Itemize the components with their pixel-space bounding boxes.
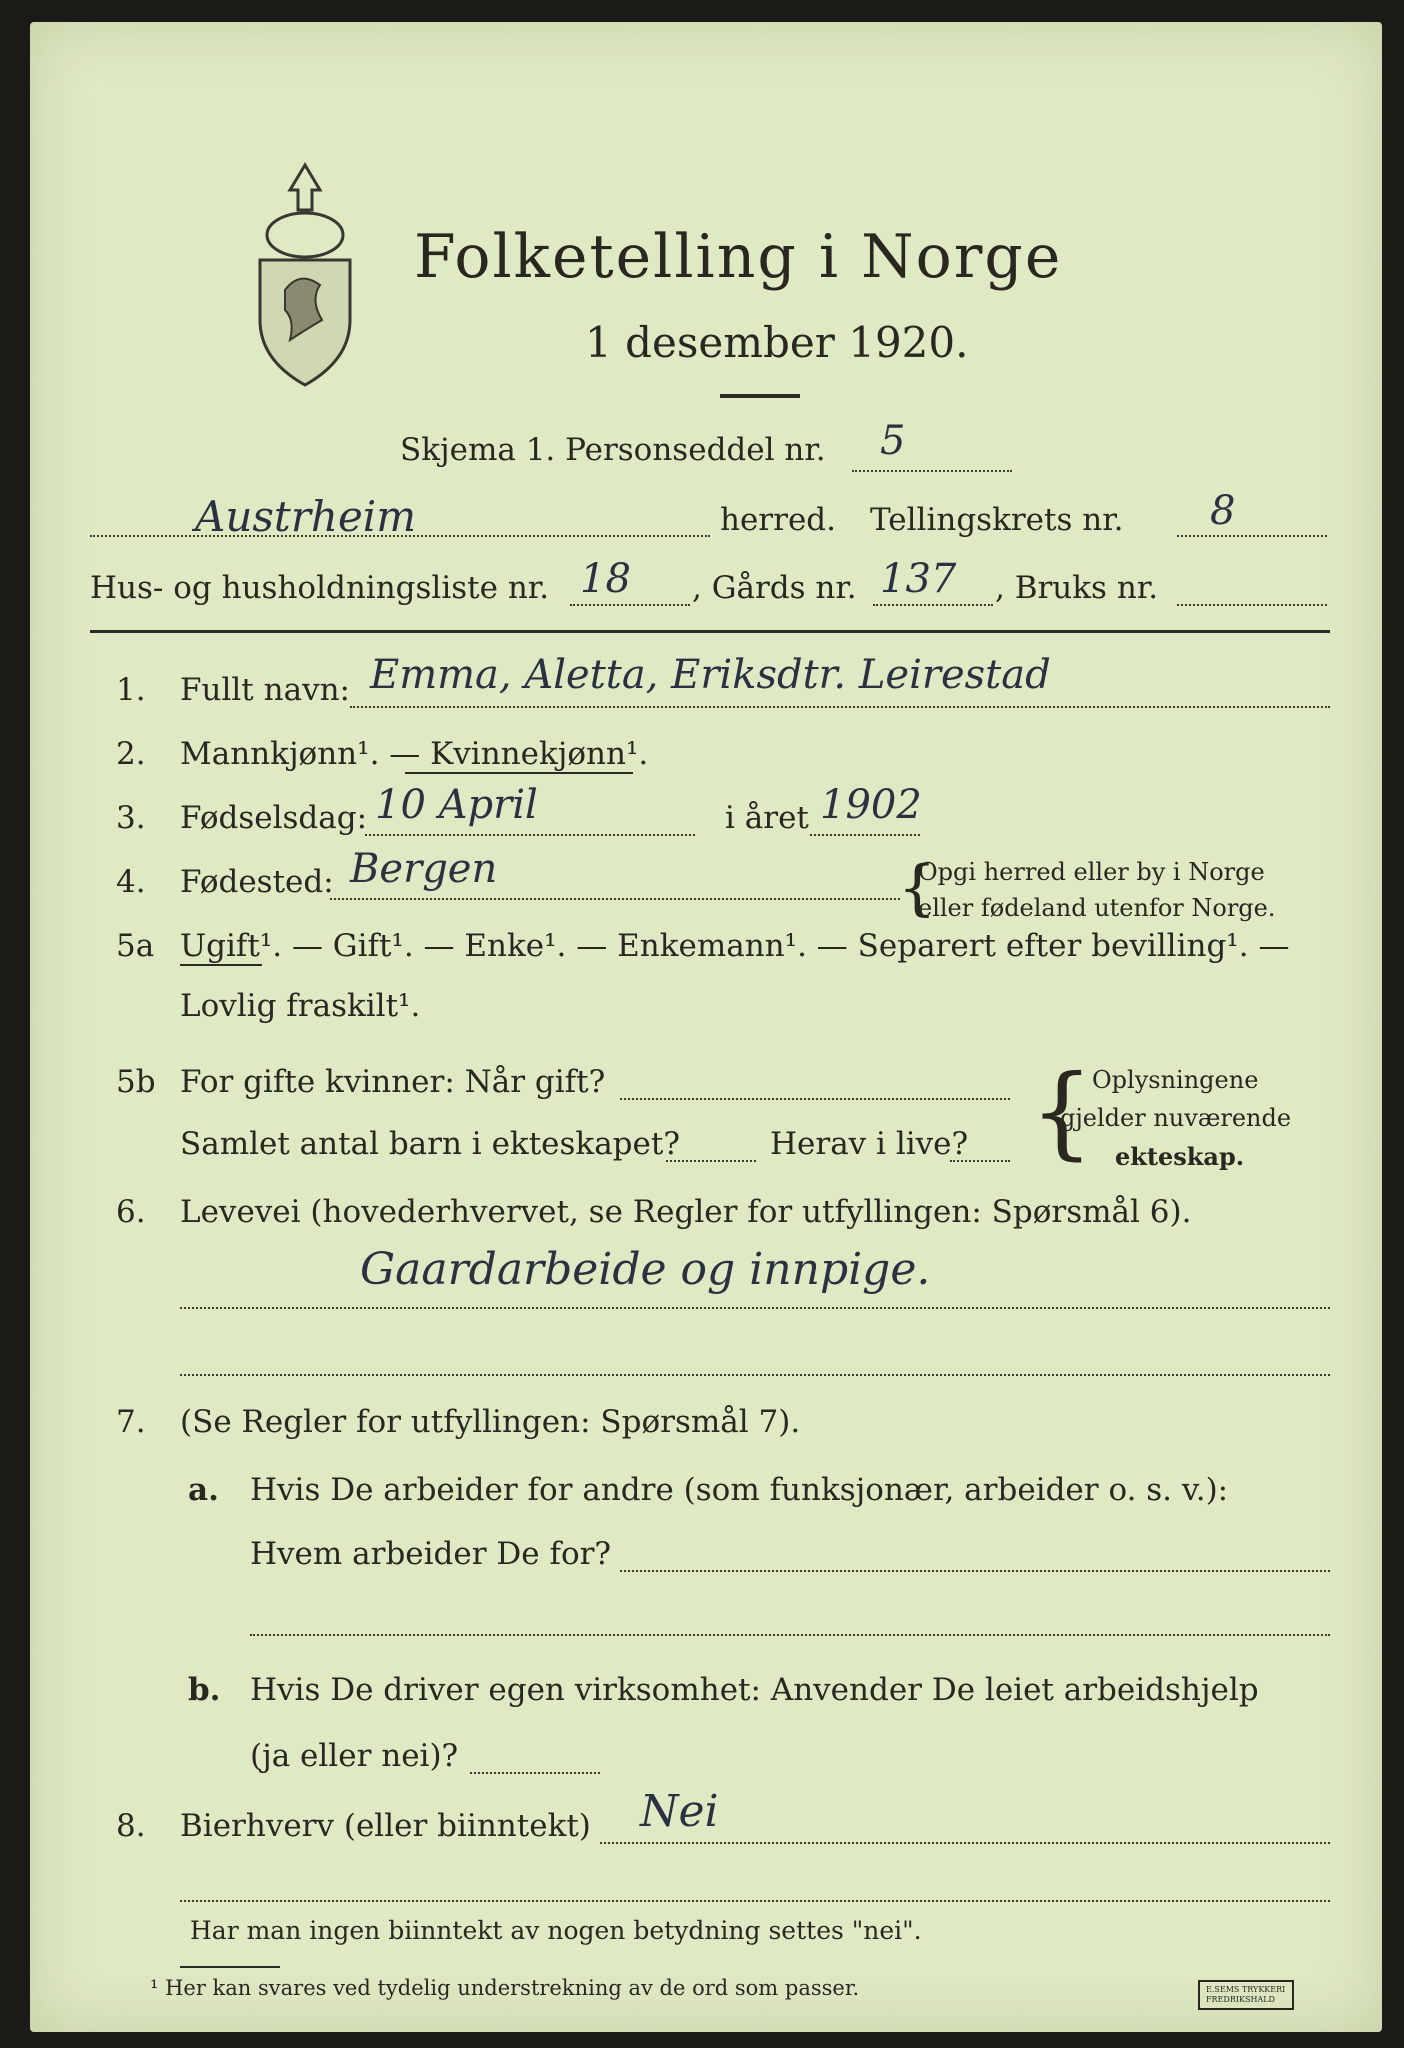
q4-number: 4. [116, 864, 146, 900]
q5b-note2: gjelder nuværende [1060, 1104, 1292, 1132]
q3-year-label: i året [725, 800, 809, 836]
q6-line1 [180, 1307, 1330, 1309]
q5b-number: 5b [116, 1064, 156, 1100]
footer-note: Har man ingen biinntekt av nogen betydning settes "nei". [190, 1916, 922, 1945]
gards-nr-value: 137 [880, 556, 957, 602]
q5b-naar-gift-line [620, 1098, 1010, 1100]
q5a-line2: Lovlig fraskilt¹. [180, 988, 421, 1024]
form-title: Folketelling i Norge [414, 222, 1063, 292]
q2-underline-kvinnekjonn [405, 772, 633, 774]
q4-note-line2: eller fødeland utenfor Norge. [918, 894, 1276, 922]
herred-label: herred. [720, 502, 836, 538]
footnote-rule [180, 1966, 280, 1968]
q7a-line1: Hvis De arbeider for andre (som funksjonær, arbeider o. s. v.): [250, 1472, 1229, 1508]
q3-year-line [810, 834, 920, 836]
q1-number: 1. [116, 672, 146, 708]
bruks-line [1177, 604, 1327, 606]
q4-line [330, 898, 900, 900]
tellingskrets-nr-value: 8 [1210, 488, 1236, 534]
q6-number: 6. [116, 1194, 146, 1230]
q4-note-brace: { [898, 853, 937, 923]
title-divider [720, 394, 800, 398]
q1-full-name-value: Emma, Aletta, Eriksdtr. Leirestad [370, 652, 1051, 698]
q3-day-value: 10 April [375, 782, 538, 828]
q7b-letter: b. [188, 1672, 221, 1708]
hus-line [570, 604, 690, 606]
tellingskrets-label: Tellingskrets nr. [870, 502, 1124, 538]
hus-nr-value: 18 [580, 556, 631, 602]
gards-line [873, 604, 993, 606]
q8-label: Bierhverv (eller biinntekt) [180, 1808, 591, 1844]
q2-number: 2. [116, 736, 146, 772]
q7b-line [470, 1772, 600, 1774]
q3-day-line [365, 834, 695, 836]
q5b-note3: ekteskap. [1115, 1142, 1245, 1171]
q8-number: 8. [116, 1808, 146, 1844]
q4-note-line1: Opgi herred eller by i Norge [918, 858, 1265, 886]
q3-year-value: 1902 [820, 782, 922, 828]
q3-number: 3. [116, 800, 146, 836]
q7a-letter: a. [188, 1472, 219, 1508]
personseddel-line [852, 470, 1012, 472]
personseddel-nr-value: 5 [880, 418, 906, 464]
q5b-line2b: Herav i live? [770, 1126, 969, 1162]
q5b-note1: Oplysningene [1092, 1066, 1259, 1094]
norwegian-coat-of-arms-icon [250, 160, 360, 390]
q1-label: Fullt navn: [180, 672, 350, 708]
q5b-line2a: Samlet antal barn i ekteskapet? [180, 1126, 680, 1162]
footnote: ¹ Her kan svares ved tydelig understrekning av de ord som passer. [150, 1976, 860, 2000]
schema-label: Skjema 1. Personseddel nr. [400, 432, 826, 468]
q5a-number: 5a [116, 928, 155, 964]
q7a-line-1 [620, 1570, 1330, 1572]
q6-occupation-value: Gaardarbeide og innpige. [360, 1244, 931, 1295]
bruks-label: , Bruks nr. [995, 570, 1159, 606]
q6-line2 [180, 1374, 1330, 1376]
q5b-barn-line [666, 1160, 756, 1162]
q5b-line1: For gifte kvinner: Når gift? [180, 1064, 606, 1100]
q4-label: Fødested: [180, 864, 334, 900]
q7a-line-2 [250, 1634, 1330, 1636]
q5b-live-line [950, 1160, 1010, 1162]
q7b-line1: Hvis De driver egen virksomhet: Anvender De leiet arbeidshjelp [250, 1672, 1259, 1708]
q7a-line2: Hvem arbeider De for? [250, 1536, 612, 1572]
q7-label: (Se Regler for utfyllingen: Spørsmål 7). [180, 1404, 801, 1440]
q3-label: Fødselsdag: [180, 800, 368, 836]
header-rule [90, 630, 1330, 633]
q7b-line2: (ja eller nei)? [250, 1738, 459, 1774]
q8-line [600, 1842, 1330, 1844]
q8-value: Nei [640, 1786, 719, 1837]
q2-label: Mannkjønn¹. — Kvinnekjønn¹. [180, 736, 649, 772]
q5b-note-brace: { [1030, 1053, 1094, 1170]
printer-stamp: E.SEMS TRYKKERI FREDRIKSHALD [1198, 1980, 1294, 2010]
q7-number: 7. [116, 1404, 146, 1440]
census-form [30, 22, 1382, 2032]
q4-birthplace-value: Bergen [350, 846, 498, 892]
hus-label: Hus- og husholdningsliste nr. [90, 570, 550, 606]
q1-line [350, 706, 1330, 708]
herred-value: Austrheim [195, 492, 417, 541]
gards-label: , Gårds nr. [692, 570, 857, 606]
q5a-underline-ugift [180, 964, 262, 966]
form-date: 1 desember 1920. [585, 318, 969, 367]
tellingskrets-line [1177, 535, 1327, 537]
q5a-line1: Ugift¹. — Gift¹. — Enke¹. — Enkemann¹. — Separert efter bevilling¹. — [180, 928, 1290, 964]
q6-label: Levevei (hovederhvervet, se Regler for utfyllingen: Spørsmål 6). [180, 1194, 1192, 1230]
q8-line-2 [180, 1900, 1330, 1902]
